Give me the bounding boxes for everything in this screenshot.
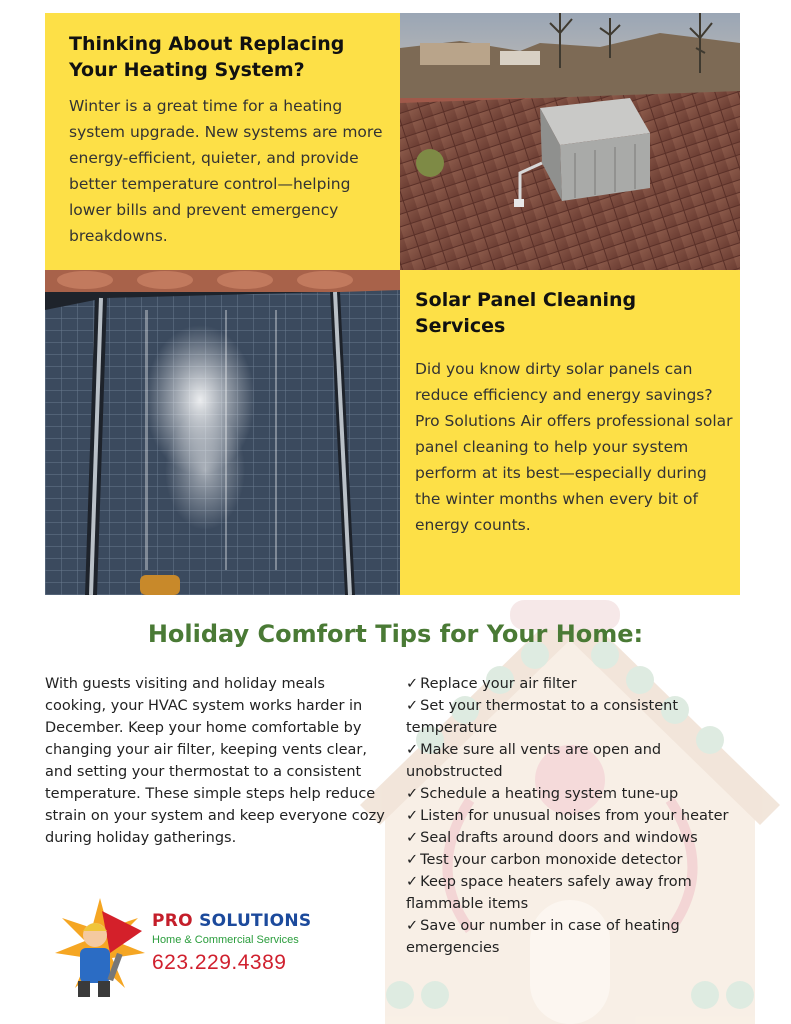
- solar-panel-cleaning-photo: [45, 270, 401, 595]
- checklist-item: [406, 673, 736, 695]
- checkmark-icon: ✓: [406, 874, 419, 890]
- checklist-item-text: Replace your air filter: [420, 676, 577, 692]
- solar-cleaning-title: Solar Panel Cleaning Services: [415, 289, 637, 337]
- company-logo: [50, 893, 350, 1003]
- checkmark-icon: ✓: [406, 918, 419, 934]
- checklist-item-text: Keep space heaters safely away from flammable items: [406, 874, 692, 912]
- checkmark-icon: ✓: [406, 676, 419, 692]
- checkmark-icon: ✓: [406, 830, 419, 846]
- tips-intro-paragraph: With guests visiting and holiday meals cooking, your HVAC system works harder in December. Keep your home comfortable by changing your air filter, keeping vents clear, and setting your thermostat to a consistent temperature. These simple steps help reduce strain on your system and keep everyone cozy during holiday gatherings.: [45, 676, 385, 846]
- checklist-item: [406, 783, 736, 805]
- solar-cleaning-body: Did you know dirty solar panels can reduce efficiency and energy savings? Pro Solutions Air offers professional solar panel cleaning to help your system perform at its best—especially during the winter months when every bit of energy counts.: [415, 360, 733, 534]
- checkmark-icon: ✓: [406, 698, 419, 714]
- heating-panel: [45, 13, 401, 270]
- logo-brand-solutions: SOLUTIONS: [199, 911, 312, 931]
- checklist-item-text: Set your thermostat to a consistent temperature: [406, 698, 679, 736]
- checklist-item: [406, 871, 736, 915]
- logo-brand: [152, 911, 311, 931]
- checkmark-icon: ✓: [406, 786, 419, 802]
- checkmark-icon: ✓: [406, 808, 419, 824]
- checklist-item-text: Schedule a heating system tune-up: [420, 786, 679, 802]
- heating-body: Winter is a great time for a heating system upgrade. New systems are more energy-efficient, quieter, and provide better temperature control—helping lower bills and prevent emergency breakdowns.: [69, 97, 383, 245]
- heating-title: Thinking About Replacing Your Heating System?: [69, 33, 345, 81]
- checklist-item: [406, 695, 736, 739]
- checklist-item-text: Listen for unusual noises from your heater: [420, 808, 729, 824]
- mascot-icon: [50, 893, 150, 1003]
- tips-heading: Holiday Comfort Tips for Your Home:: [147, 620, 644, 648]
- checklist-item-text: Make sure all vents are open and unobstructed: [406, 742, 662, 780]
- checklist-item-text: Seal drafts around doors and windows: [420, 830, 698, 846]
- checklist-item-text: Save our number in case of heating emergencies: [406, 918, 680, 956]
- checklist-item: [406, 805, 736, 827]
- checkmark-icon: ✓: [406, 852, 419, 868]
- solar-cleaning-panel: [400, 270, 740, 595]
- rooftop-hvac-photo: [400, 13, 740, 270]
- logo-brand-pro: PRO: [152, 911, 193, 931]
- phone-number: 623.229.4389: [152, 951, 287, 974]
- checklist-item: [406, 739, 736, 783]
- checkmark-icon: ✓: [406, 742, 419, 758]
- checklist-item: [406, 849, 736, 871]
- checklist-item-text: Test your carbon monoxide detector: [420, 852, 683, 868]
- checklist-item: [406, 827, 736, 849]
- checklist-item: [406, 915, 736, 959]
- logo-subtitle: Home & Commercial Services: [152, 934, 299, 946]
- tips-checklist: [406, 673, 736, 959]
